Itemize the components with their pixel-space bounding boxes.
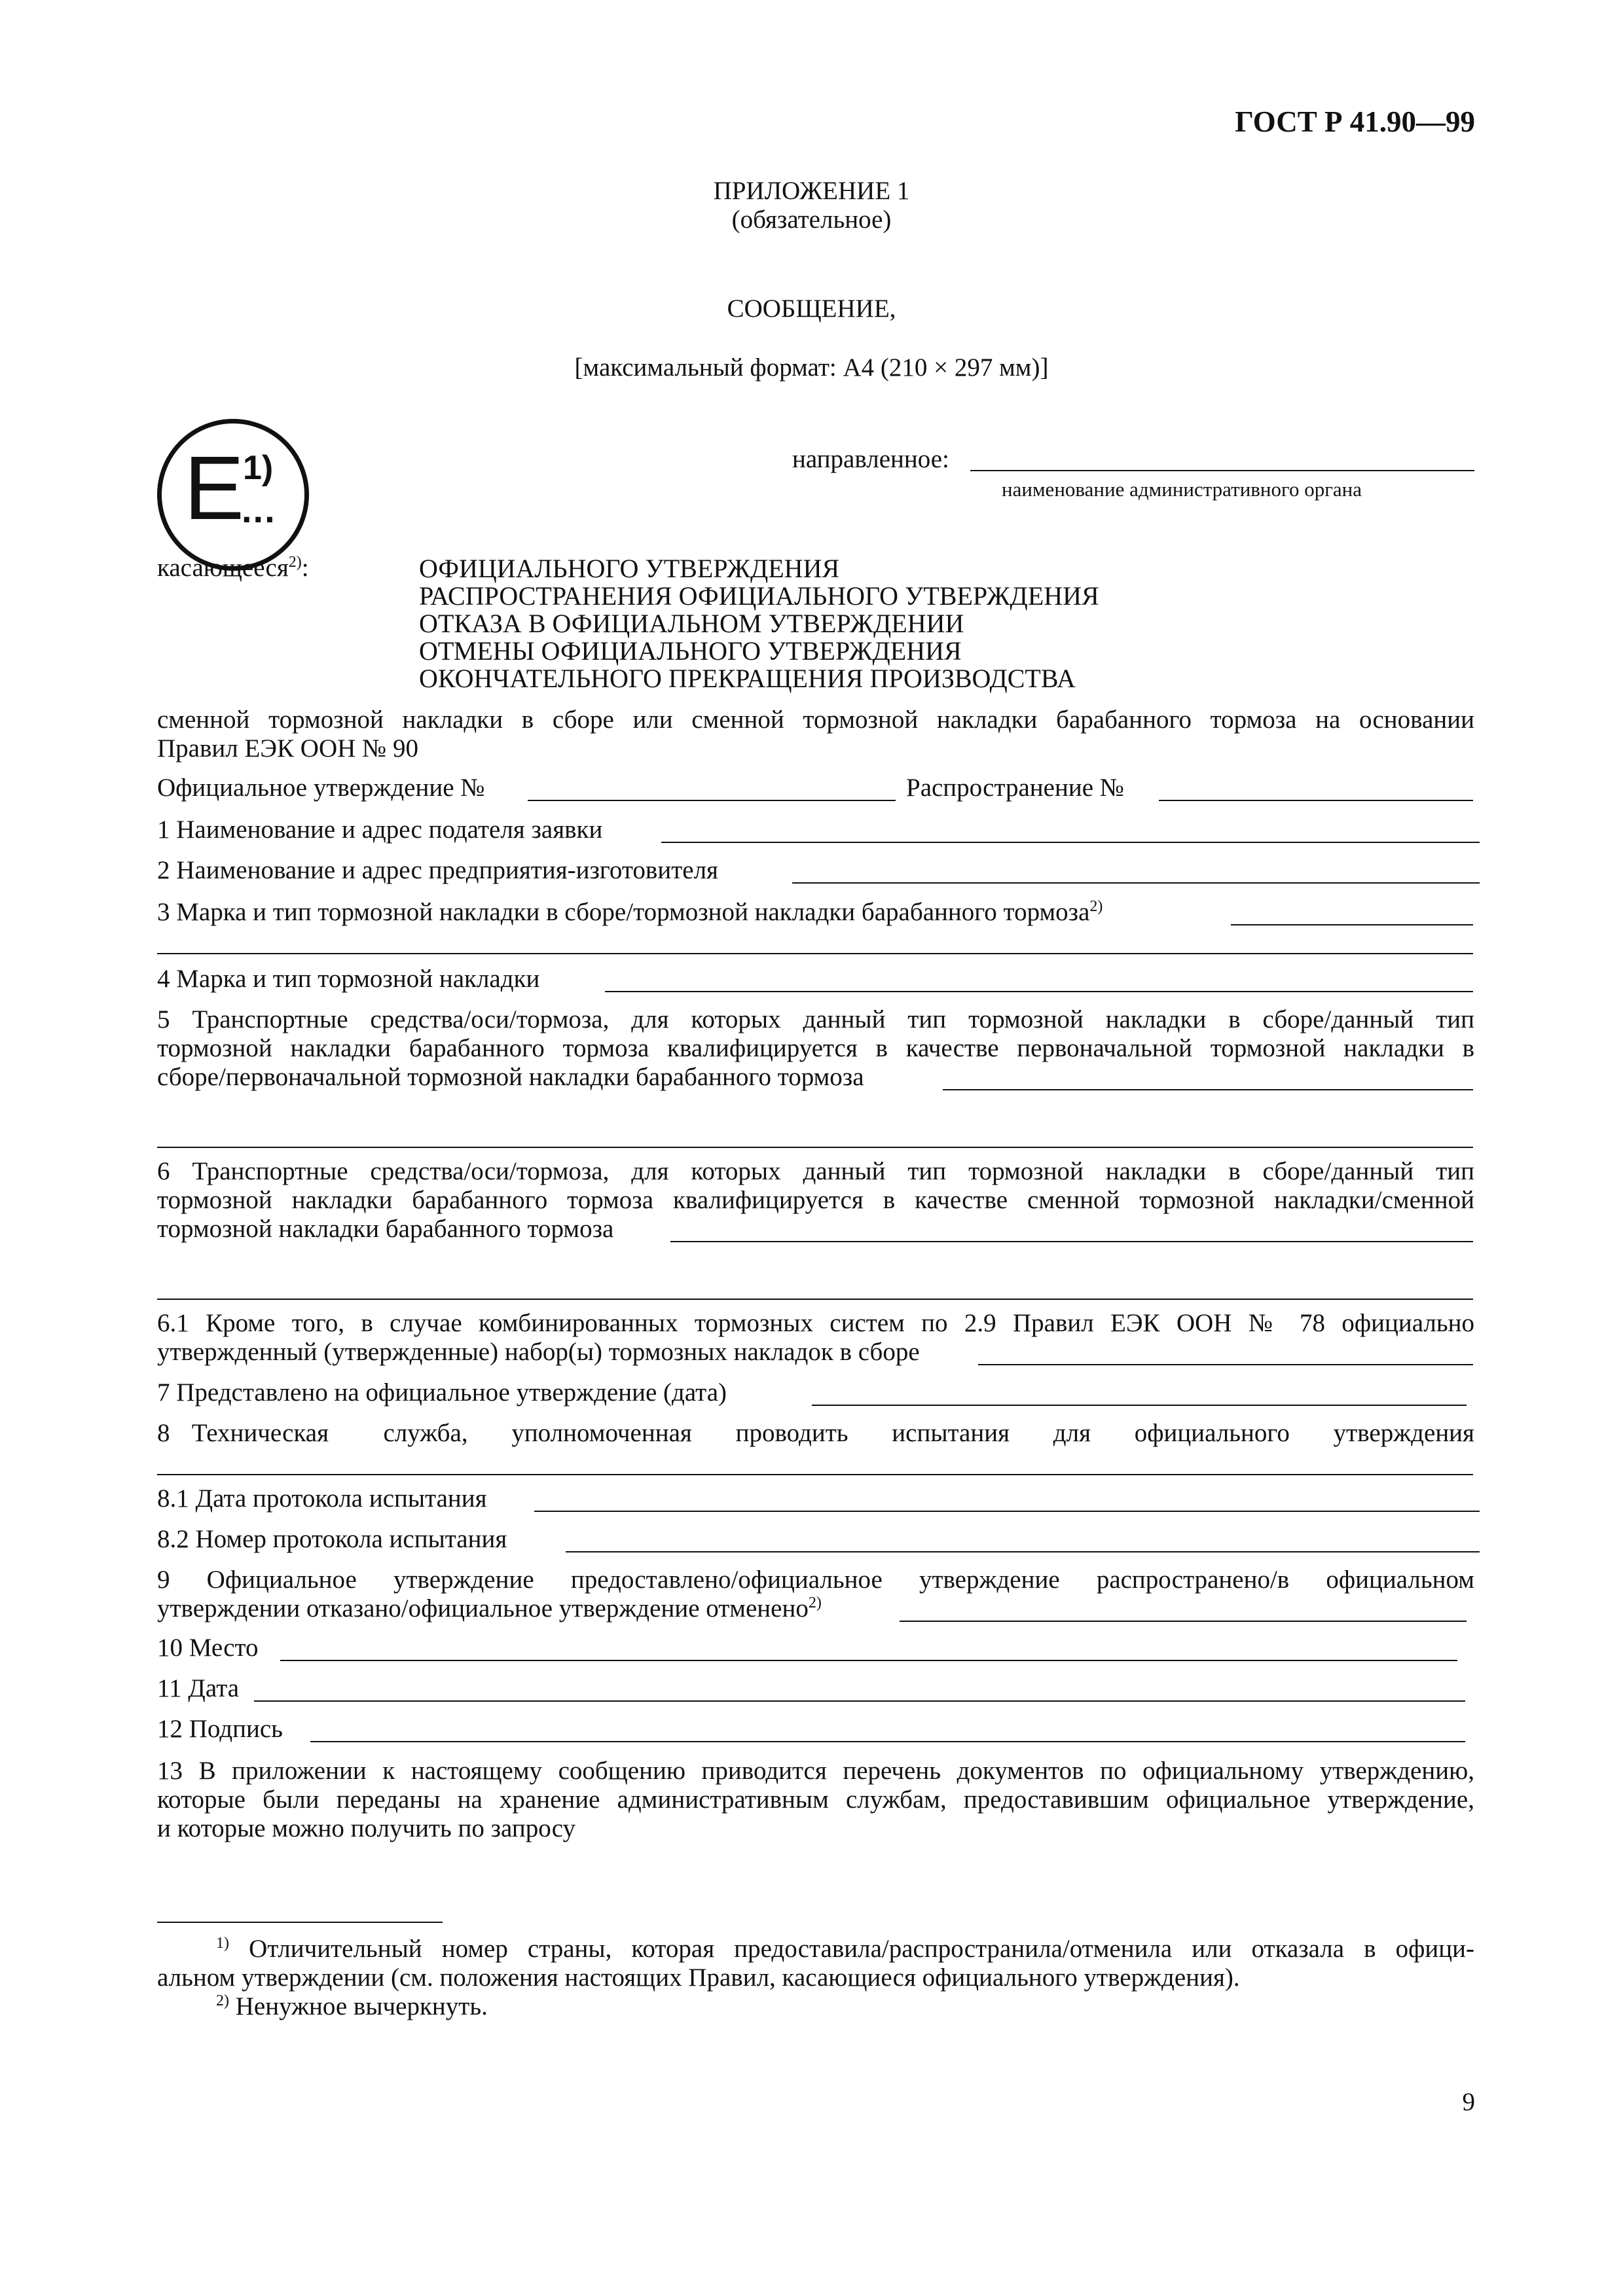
item-11-date-field[interactable] (254, 1700, 1465, 1702)
concerning-label: касающееся$^{2)}$: (157, 554, 309, 582)
document-title: СООБЩЕНИЕ, (727, 295, 896, 323)
item-12-label: 12 Подпись (157, 1715, 283, 1743)
extension-number-field[interactable] (1159, 800, 1473, 801)
item-7-field[interactable] (812, 1405, 1467, 1406)
concerning-option-withdrawal[interactable]: ОТМЕНЫ ОФИЦИАЛЬНОГО УТВЕРЖДЕНИЯ (419, 636, 962, 666)
item-6-1-line-2: утвержденный (утвержденные) набор(ы) тормозных накладок в сборе (157, 1338, 920, 1366)
footnote-1-line-2: альном утверждении (см. положения настоящих Правил, касающиеся официального утверждения). (157, 1964, 1240, 1992)
item-4-field[interactable] (605, 991, 1473, 992)
item-13-line-1: 13 В приложении к настоящему сообщению приводится перечень документов по официальному утверждению, (157, 1757, 1474, 1785)
item-5-line-3: сборе/первоначальной тормозной накладки барабанного тормоза (157, 1063, 864, 1091)
concerning-option-discontinued[interactable]: ОКОНЧАТЕЛЬНОГО ПРЕКРАЩЕНИЯ ПРОИЗВОДСТВА (419, 664, 1076, 693)
item-2-field[interactable] (792, 882, 1480, 884)
annex-subtitle: (обязательное) (731, 206, 892, 234)
footnote-divider (157, 1922, 443, 1923)
item-2-label: 2 Наименование и адрес предприятия-изготовителя (157, 856, 718, 884)
item-3-field-cont[interactable] (157, 953, 1473, 954)
footnote-2: $^{2)}$ Ненужное вычеркнуть. (216, 1992, 488, 2020)
item-6-field[interactable] (670, 1241, 1473, 1242)
item-7-label: 7 Представлено на официальное утверждение (дата) (157, 1378, 727, 1407)
item-6-1-field[interactable] (978, 1364, 1473, 1365)
item-8-1-label: 8.1 Дата протокола испытания (157, 1484, 487, 1513)
item-9-field[interactable] (900, 1621, 1467, 1622)
item-10-label: 10 Место (157, 1634, 259, 1662)
format-note: [максимальный формат: А4 (210 × 297 мм)] (574, 353, 1049, 382)
approval-number-label: Официальное утверждение № (157, 774, 485, 802)
page-number: 9 (1462, 2088, 1475, 2116)
item-5-line-1: 5 Транспортные средства/оси/тормоза, для которых данный тип тормозной накладки в сборе/данный тип (157, 1005, 1474, 1033)
sent-to-label: направленное: (792, 445, 949, 473)
item-5-field[interactable] (943, 1089, 1473, 1090)
item-3-label: 3 Марка и тип тормозной накладки в сборе/тормозной накладки барабанного тормоза$^{2)}$ (157, 898, 1103, 926)
item-6-field-cont[interactable] (157, 1299, 1473, 1300)
item-4-label: 4 Марка и тип тормозной накладки (157, 965, 540, 993)
item-8-field[interactable] (157, 1474, 1473, 1475)
item-3-field[interactable] (1231, 924, 1473, 925)
annex-title: ПРИЛОЖЕНИЕ 1 (713, 177, 910, 205)
item-8-1-field[interactable] (534, 1511, 1480, 1512)
subject-line-1: сменной тормозной накладки в сборе или сменной тормозной накладки барабанного тормоза на основании (157, 706, 1474, 734)
concerning-option-refusal[interactable]: ОТКАЗА В ОФИЦИАЛЬНОМ УТВЕРЖДЕНИИ (419, 609, 964, 638)
item-8-2-label: 8.2 Номер протокола испытания (157, 1525, 507, 1553)
extension-number-label: Распространение № (906, 774, 1124, 802)
document-code: ГОСТ Р 41.90—99 (1235, 105, 1475, 138)
item-10-place-field[interactable] (280, 1660, 1457, 1661)
approval-mark-letter: E (184, 438, 245, 539)
approval-mark-icon (157, 419, 309, 571)
concerning-option-approval[interactable]: ОФИЦИАЛЬНОГО УТВЕРЖДЕНИЯ (419, 554, 840, 583)
approval-mark-footnote: 1) (243, 449, 274, 487)
item-5-field-cont[interactable] (157, 1147, 1473, 1148)
approval-number-field[interactable] (528, 800, 896, 801)
sent-to-caption: наименование административного органа (1002, 478, 1362, 501)
item-1-field[interactable] (661, 842, 1480, 843)
item-11-label: 11 Дата (157, 1674, 240, 1702)
item-6-line-3: тормозной накладки барабанного тормоза (157, 1215, 614, 1243)
item-8-2-field[interactable] (566, 1551, 1480, 1552)
sent-to-field[interactable] (970, 470, 1474, 471)
footnote-1-line-1: $^{1)}$ Отличительный номер страны, которая предоставила/распространила/отменила или отказала в офици- (216, 1935, 1474, 1963)
item-13-line-3: и которые можно получить по запросу (157, 1814, 575, 1842)
approval-mark-dots: ... (242, 489, 276, 530)
item-8-label: 8 Техническая служба, уполномоченная проводить испытания для официального утверждения (157, 1419, 1474, 1447)
item-13-line-2: которые были переданы на хранение административным службам, предоставившим официальное утверждение, (157, 1785, 1474, 1814)
subject-line-2: Правил ЕЭК ООН № 90 (157, 734, 419, 762)
item-6-1-line-1: 6.1 Кроме того, в случае комбинированных тормозных систем по 2.9 Правил ЕЭК ООН № 78 официально (157, 1309, 1474, 1337)
concerning-option-extension[interactable]: РАСПРОСТРАНЕНИЯ ОФИЦИАЛЬНОГО УТВЕРЖДЕНИЯ (419, 581, 1099, 611)
item-6-line-1: 6 Транспортные средства/оси/тормоза, для которых данный тип тормозной накладки в сборе/данный тип (157, 1157, 1474, 1185)
item-6-line-2: тормозной накладки барабанного тормоза квалифицируется в качестве сменной тормозной накладки/сменной (157, 1186, 1474, 1214)
item-12-signature-field[interactable] (310, 1741, 1465, 1742)
item-9-line-2: утверждении отказано/официальное утверждение отменено$^{2)}$ (157, 1594, 822, 1623)
item-5-line-2: тормозной накладки барабанного тормоза квалифицируется в качестве первоначальной тормозной накладки в (157, 1034, 1474, 1062)
item-1-label: 1 Наименование и адрес подателя заявки (157, 816, 603, 844)
item-9-line-1: 9 Официальное утверждение предоставлено/официальное утверждение распространено/в официальном (157, 1566, 1474, 1594)
